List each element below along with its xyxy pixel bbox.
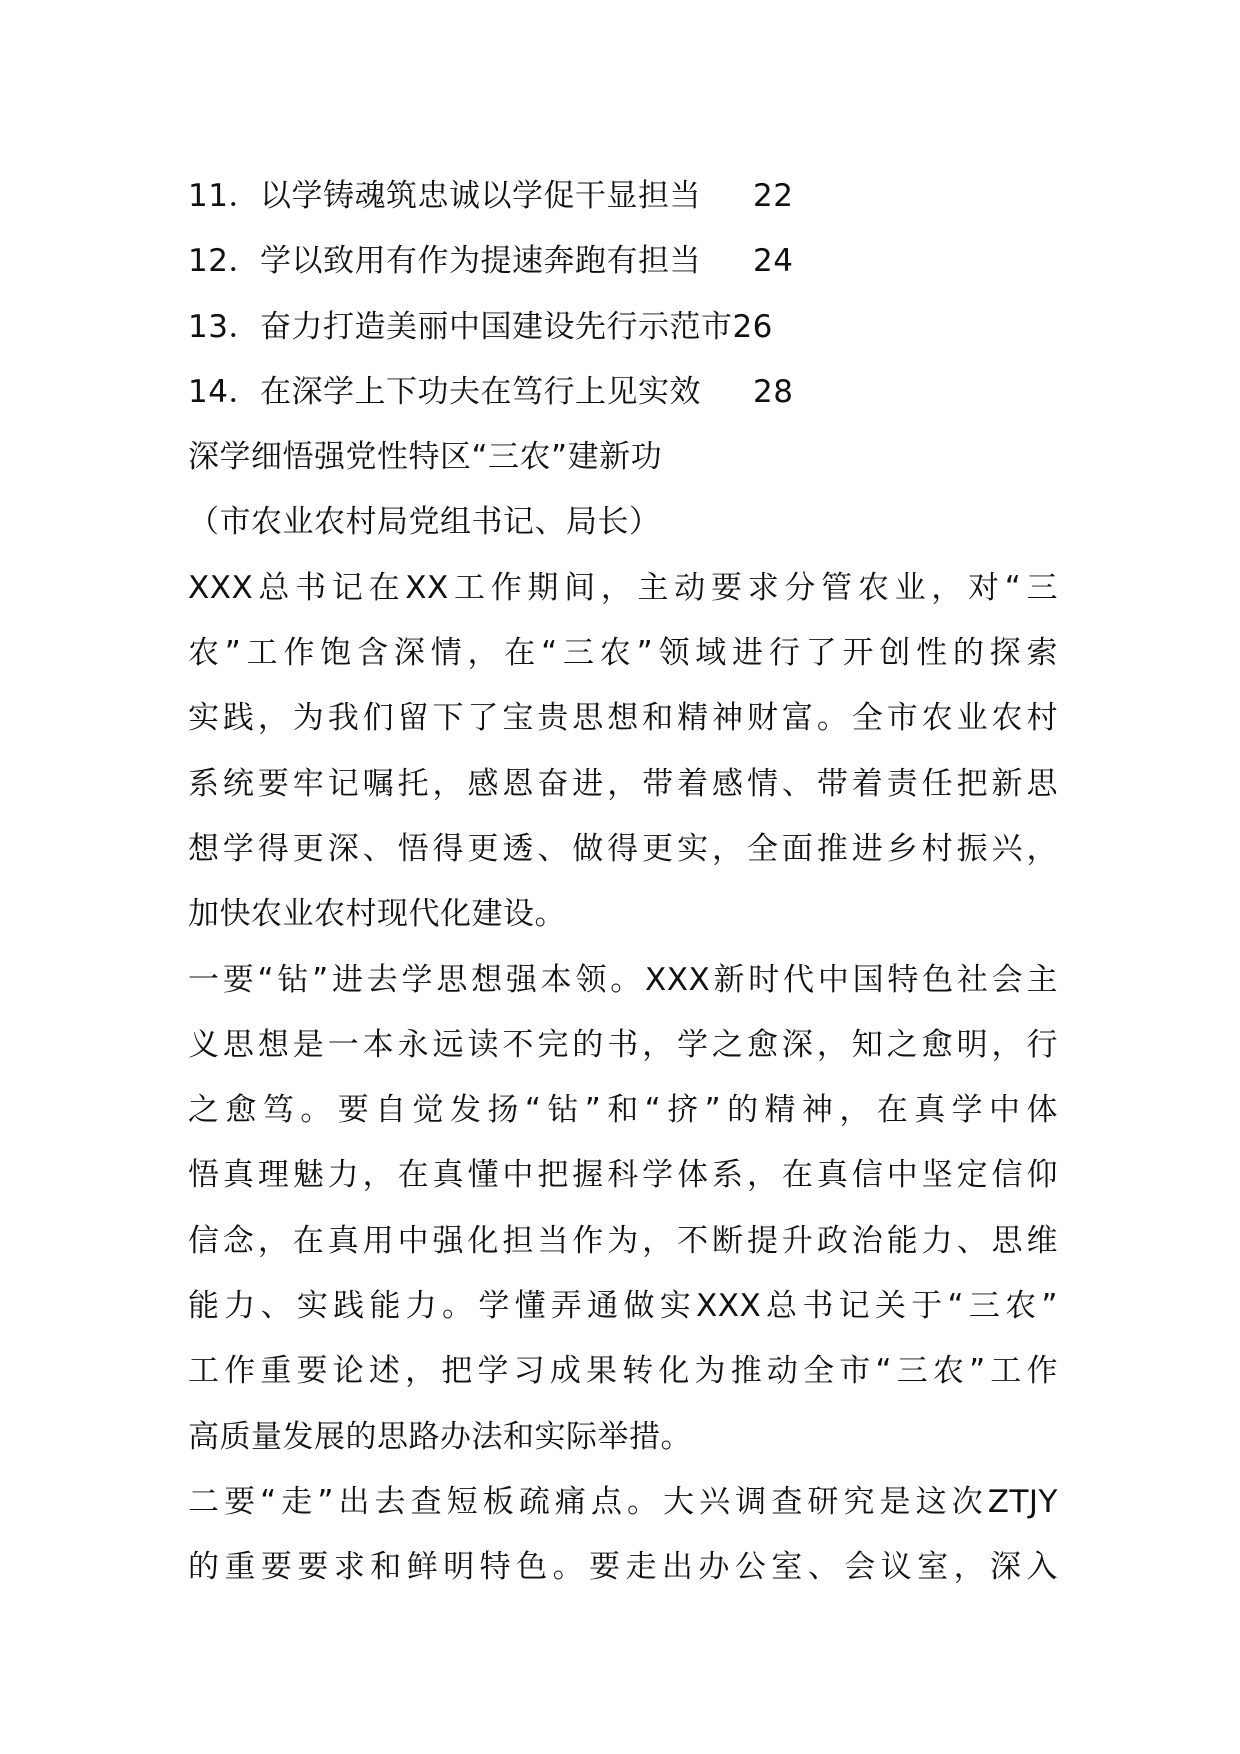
toc-entry-page: 22 (753, 178, 794, 214)
paragraph-line: 义思想是一本永远读不完的书，学之愈深，知之愈明，行 (188, 1026, 1058, 1063)
toc-entry-title: 13．奋力打造美丽中国建设先行示范市 (188, 308, 733, 345)
toc-entry-page: 28 (753, 373, 794, 410)
paragraph (188, 948, 1058, 1470)
paragraph-line: 能力、实践能力。学懂弄通做实XXX总书记关于“三农” (188, 1288, 1058, 1325)
toc-entry-title: 11．以学铸魂筑忠诚以学促干显担当 (188, 178, 701, 214)
toc-entry-page: 24 (753, 243, 794, 280)
paragraph-line: 二要“走”出去查短板疏痛点。大兴调查研究是这次ZTJY (188, 1483, 1058, 1520)
paragraph-line: 想学得更深、悟得更透、做得更实，全面推进乡村振兴， (188, 830, 1058, 867)
toc-entry[interactable] (188, 229, 1058, 294)
toc-entry-page: 26 (732, 308, 773, 345)
paragraph (188, 1470, 1058, 1601)
paragraph (188, 556, 1058, 948)
article-author: （市农业农村局党组书记、局长） (188, 504, 661, 541)
paragraph-line: 实践，为我们留下了宝贵思想和精神财富。全市农业农村 (188, 700, 1058, 737)
toc-entry[interactable] (188, 295, 1058, 360)
paragraph-line: 之愈笃。要自觉发扬“钻”和“挤”的精神，在真学中体 (188, 1092, 1058, 1129)
paragraph-line: 的重要要求和鲜明特色。要走出办公室、会议室，深入 (188, 1549, 1058, 1586)
paragraph-line: 工作重要论述，把学习成果转化为推动全市“三农”工作 (188, 1353, 1058, 1390)
document-body (188, 164, 1058, 1601)
paragraph-line: 系统要牢记嘱托，感恩奋进，带着感情、带着责任把新思 (188, 765, 1058, 802)
paragraph-line: XXX总书记在XX工作期间，主动要求分管农业，对“三 (188, 569, 1058, 606)
paragraph-line: 一要“钻”进去学思想强本领。XXX新时代中国特色社会主 (188, 961, 1058, 998)
toc-entry-title: 12．学以致用有作为提速奔跑有担当 (188, 243, 701, 280)
toc-entry[interactable] (188, 360, 1058, 425)
paragraph-line: 加快农业农村现代化建设。 (188, 896, 566, 933)
table-of-contents (188, 164, 1058, 425)
toc-entry[interactable] (188, 164, 1058, 229)
paragraph-line: 农”工作饱含深情，在“三农”领域进行了开创性的探索 (188, 635, 1058, 672)
paragraph-line: 悟真理魅力，在真懂中把握科学体系，在真信中坚定信仰 (188, 1157, 1058, 1194)
article-title: 深学细悟强党性特区“三农”建新功 (188, 439, 663, 476)
toc-entry-title: 14．在深学上下功夫在笃行上见实效 (188, 373, 701, 410)
paragraph-line: 高质量发展的思路办法和实际举措。 (188, 1418, 692, 1455)
paragraph-line: 信念，在真用中强化担当作为，不断提升政治能力、思维 (188, 1222, 1058, 1259)
